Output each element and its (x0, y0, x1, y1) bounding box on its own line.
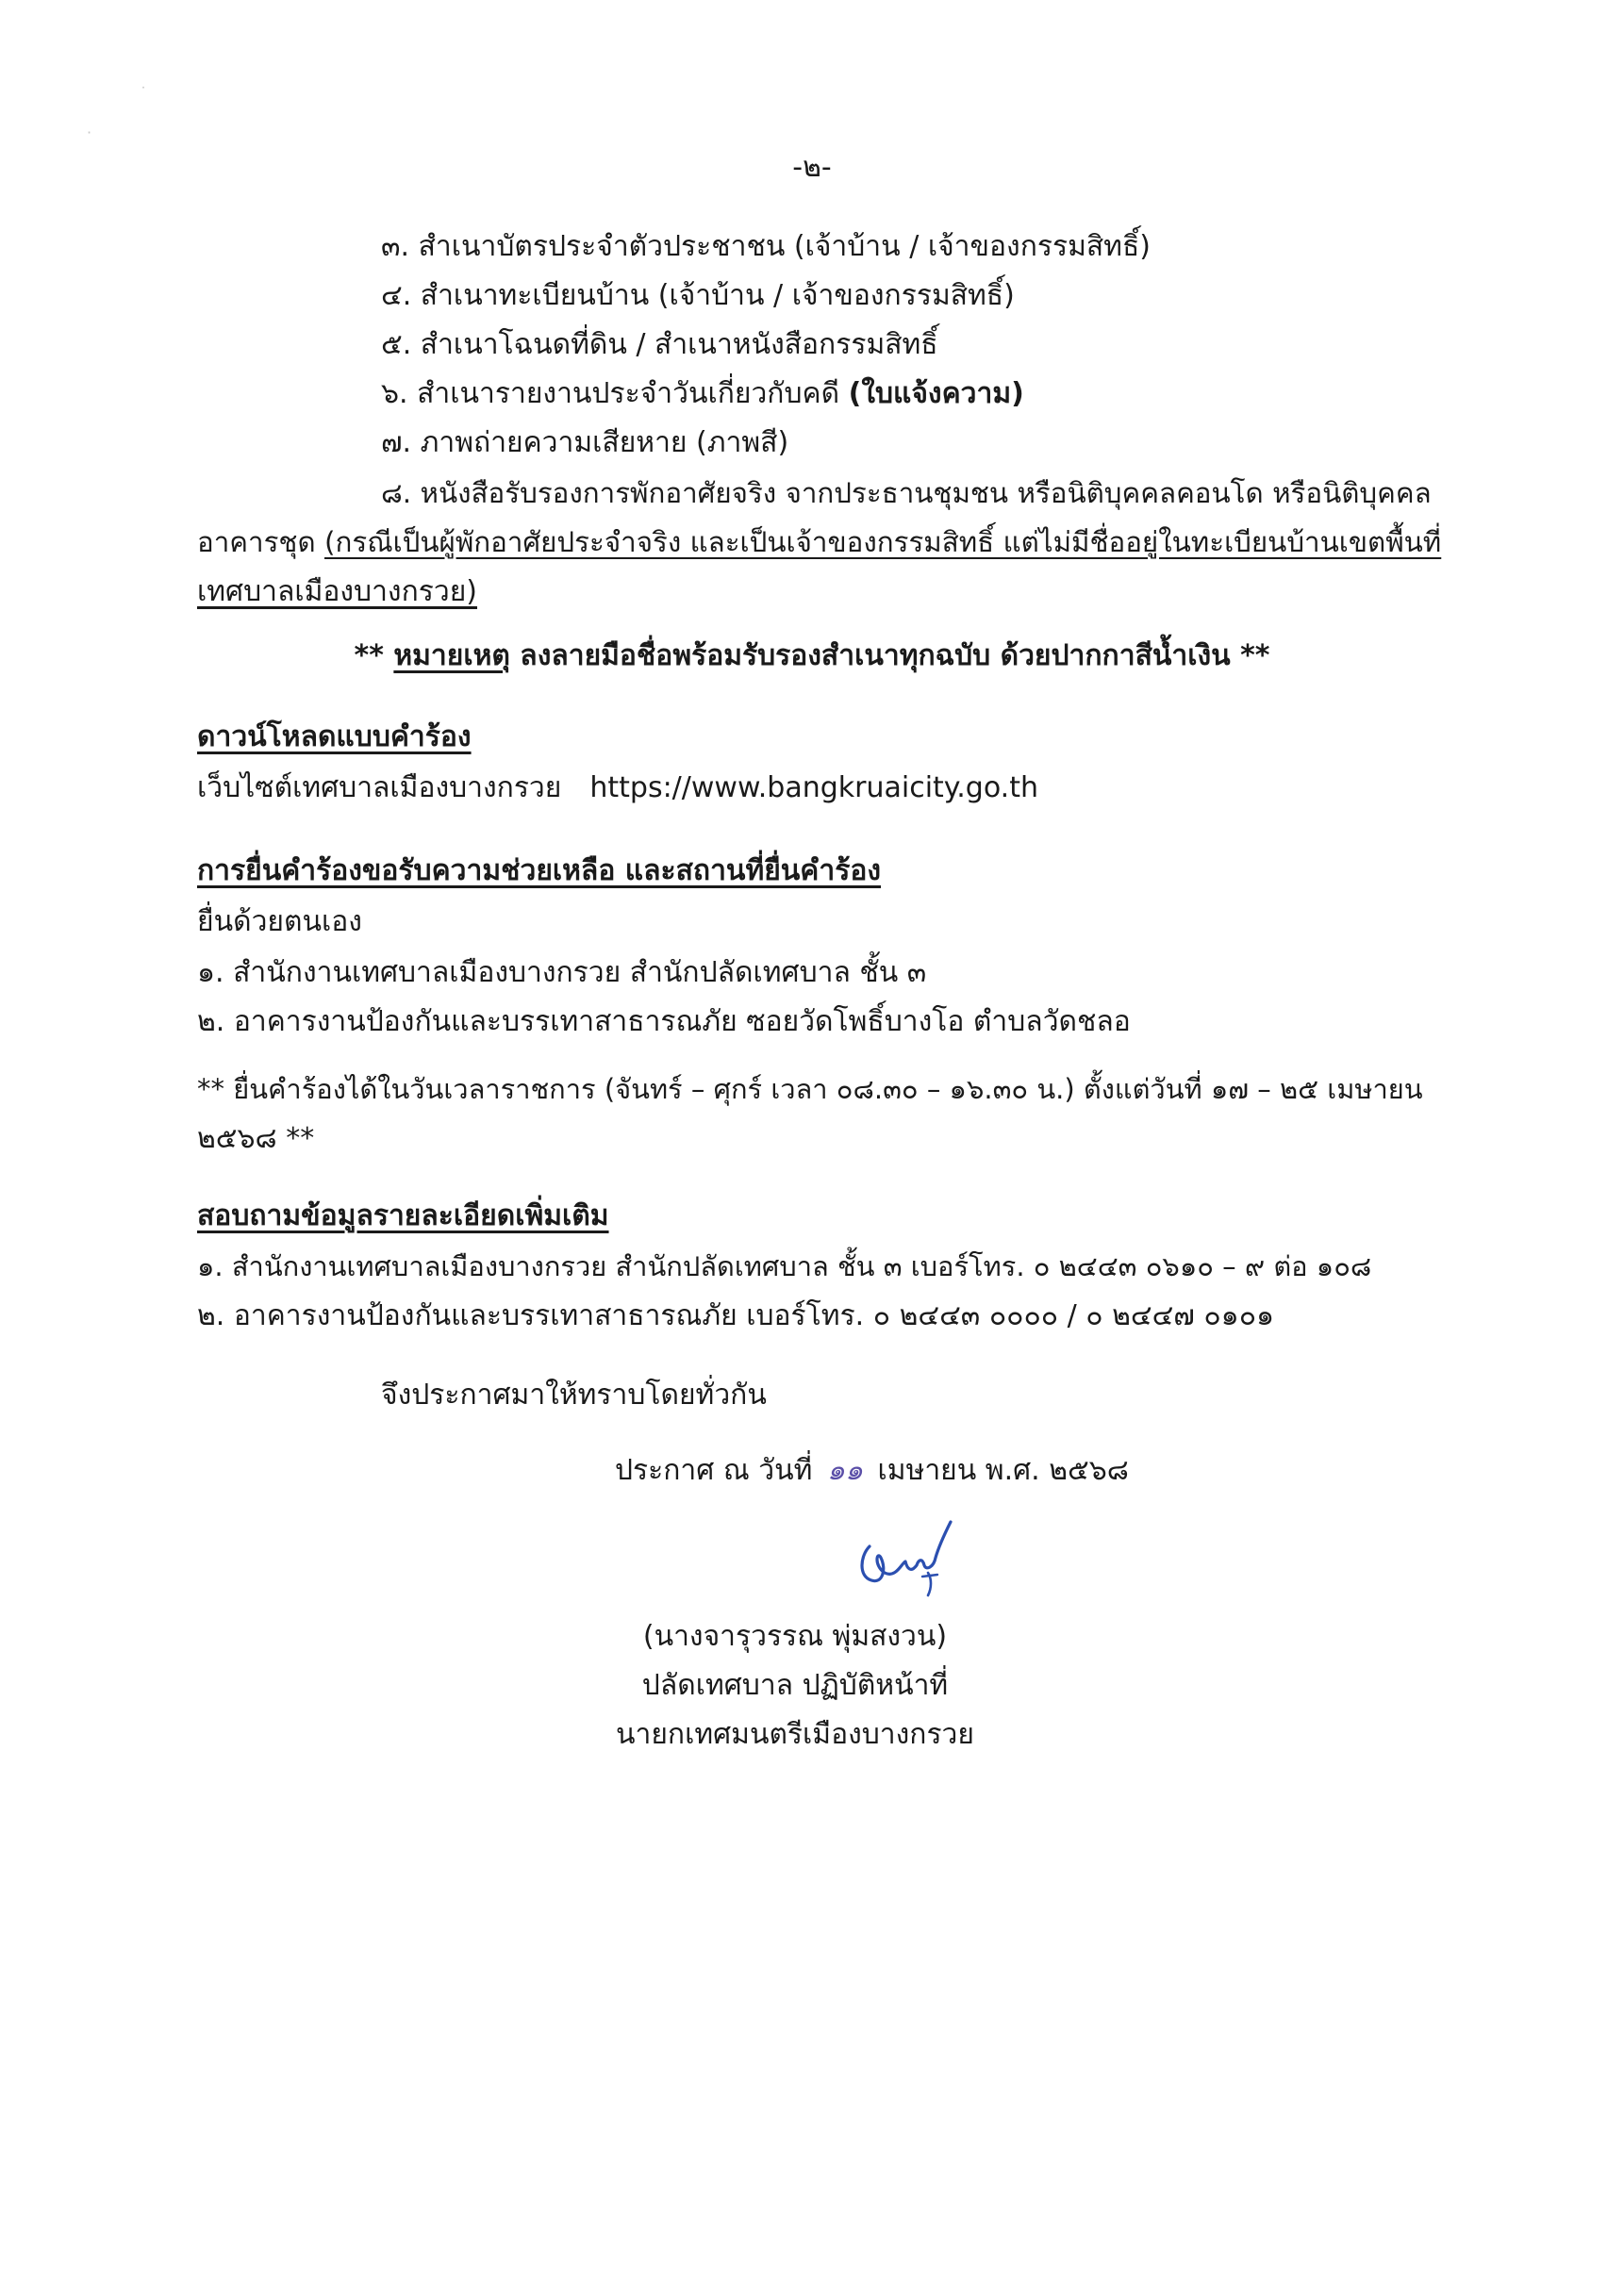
submit-time-line2: ๒๕๖๘ ** (197, 1122, 315, 1155)
document-item-6-text: ๖. สำเนารายงานประจำวันเกี่ยวกับคดี (381, 377, 849, 410)
item8-prefix: อาคารชุด (197, 526, 324, 558)
note-text: ลงลายมือชื่อพร้อมรับรองสำเนาทุกฉบับ ด้วยปากกาสีน้ำเงิน ** (509, 639, 1270, 672)
document-item-5: ๕. สำเนาโฉนดที่ดิน / สำเนาหนังสือกรรมสิทธิ์ (381, 328, 938, 361)
scan-speck: · (87, 124, 92, 141)
announce-prefix: ประกาศ ณ วันที่ (615, 1454, 821, 1487)
signer-title-1: ปลัดเทศบาล ปฏิบัติหน้าที่ (641, 1669, 949, 1702)
scan-speck: ˙ (140, 84, 147, 102)
document-item-8-line1: ๘. หนังสือรับรองการพักอาศัยจริง จากประธานชุมชน หรือนิติบุคคลคอนโด หรือนิติบุคคล (381, 477, 1432, 509)
submit-time-line1: ** ยื่นคำร้องได้ในวันเวลาราชการ (จันทร์ – ศุกร์ เวลา ๐๘.๓๐ – ๑๖.๓๐ น.) ตั้งแต่วันที่ ๑๗ – ๒๕ เมษายน (197, 1073, 1423, 1105)
submit-heading: การยื่นคำร้องขอรับความช่วยเหลือ และสถานที่ยื่นคำร้อง (197, 854, 881, 887)
document-item-4: ๔. สำเนาทะเบียนบ้าน (เจ้าบ้าน / เจ้าของกรรมสิทธิ์) (381, 279, 1015, 312)
note-label: หมายเหตุ (393, 639, 510, 672)
announce-date-line (615, 1452, 1129, 1491)
document-item-8-line3: เทศบาลเมืองบางกรวย) (197, 575, 477, 608)
document-item-3: ๓. สำเนาบัตรประจำตัวประชาชน (เจ้าบ้าน / เจ้าของกรรมสิทธิ์) (381, 230, 1151, 263)
download-url-link[interactable]: https://www.bangkruaicity.go.th (589, 771, 1038, 804)
submit-intro: ยื่นด้วยตนเอง (197, 905, 362, 938)
signer-title-2: นายกเทศมนตรีเมืองบางกรวย (616, 1718, 974, 1751)
contact-line-2: ๒. อาคารงานป้องกันและบรรเทาสาธารณภัย เบอร์โทร. ๐ ๒๔๔๓ ๐๐๐๐ / ๐ ๒๔๔๗ ๐๑๐๑ (197, 1299, 1275, 1332)
item8-underlined: (กรณีเป็นผู้พักอาศัยประจำจริง และเป็นเจ้าของกรรมสิทธิ์ แต่ไม่มีชื่ออยู่ในทะเบียนบ้านเขตพื้นที่ (323, 526, 1442, 558)
announce-day-handwritten: ๑๑ (826, 1454, 863, 1487)
signature-image (849, 1511, 962, 1600)
download-heading: ดาวน์โหลดแบบคำร้อง (197, 720, 472, 753)
signature-stroke (862, 1522, 951, 1581)
submit-place-1: ๑. สำนักงานเทศบาลเมืองบางกรวย สำนักปลัดเทศบาล ชั้น ๓ (197, 956, 927, 989)
document-item-6 (381, 375, 1024, 414)
signature-stroke (922, 1575, 937, 1577)
note-prefix: ** (354, 639, 394, 672)
signer-name: (นางจารุวรรณ พุ่มสงวน) (642, 1620, 948, 1653)
contact-line-1: ๑. สำนักงานเทศบาลเมืองบางกรวย สำนักปลัดเทศบาล ชั้น ๓ เบอร์โทร. ๐ ๒๔๔๓ ๐๖๑๐ – ๙ ต่อ ๑๐๘ (197, 1250, 1372, 1282)
contact-heading: สอบถามข้อมูลรายละเอียดเพิ่มเติม (197, 1199, 609, 1232)
page-number: -๒- (792, 151, 832, 184)
document-item-6-bold: (ใบแจ้งความ) (848, 377, 1024, 410)
note-line (0, 637, 1624, 676)
download-line (197, 769, 1038, 808)
submit-place-2: ๒. อาคารงานป้องกันและบรรเทาสาธารณภัย ซอยวัดโพธิ์บางโอ ตำบลวัดชลอ (197, 1005, 1131, 1038)
closing-line: จึงประกาศมาให้ทราบโดยทั่วกัน (381, 1379, 767, 1412)
document-item-7: ๗. ภาพถ่ายความเสียหาย (ภาพสี) (381, 426, 789, 459)
document-item-8-line2 (197, 524, 1441, 562)
download-site-label: เว็บไซต์เทศบาลเมืองบางกรวย (197, 771, 562, 804)
announce-suffix: เมษายน พ.ศ. ๒๕๖๘ (869, 1454, 1129, 1487)
